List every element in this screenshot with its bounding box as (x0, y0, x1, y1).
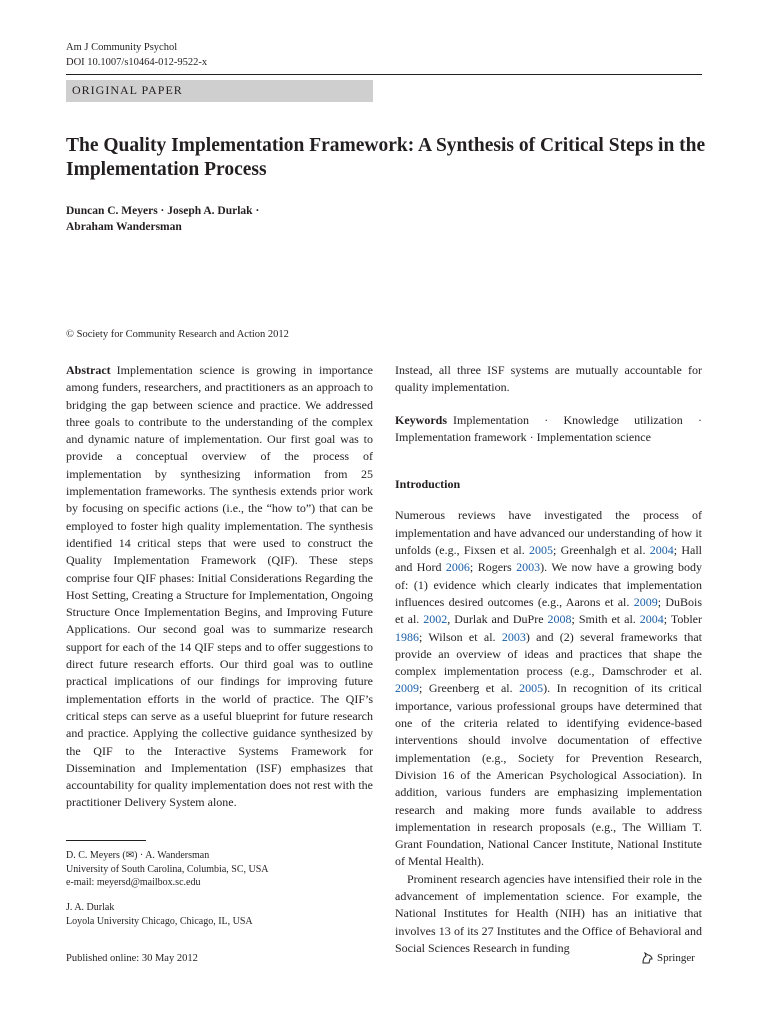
keywords-text: Implementation · Knowledge utilization · Implementation framework · Implementation science (395, 412, 702, 444)
header-rule (66, 74, 702, 75)
affiliation-1-email[interactable]: e-mail: meyersd@mailbox.sc.edu (66, 877, 201, 888)
publisher-name: Springer (657, 952, 695, 964)
introduction-text-run: Numerous reviews have investigated the process of implementation and have advanced our understanding of how it unfolds (e.g., Fixsen et al. (395, 508, 702, 558)
introduction-text-run: ). In recognition of its critical importance, various professional groups have determined that one of the criteria related to identifying evidence-based interventions should involve documentation of effective implementation (e.g., Society for Prevention Research, Division 16 of the American Psychological Association). In addition, various funders are emphasizing implementation research and making more funds available to address implementation in research proposals (e.g., The William T. Grant Foundation, National Cancer Institute, National Institute of Mental Health). (395, 681, 702, 869)
introduction-text-run: ; Wilson et al. (419, 629, 502, 644)
introduction-paragraph-1 (395, 507, 702, 870)
citation-link[interactable]: 2003 (516, 560, 541, 575)
introduction-paragraph-2: Prominent research agencies have intensified their role in the advancement of implementation science. For example, the National Institutes for Health (NIH) has an initiative that involves 13 of its 27 Institutes and the Office of Behavioral and Social Sciences Research in funding (395, 871, 702, 955)
footnote-rule (66, 840, 146, 841)
affiliation-2-author: J. A. Durlak (66, 902, 115, 913)
citation-link[interactable]: 2002 (423, 612, 448, 627)
citation-link[interactable]: 2008 (547, 612, 572, 627)
introduction-text-run: ; Greenberg et al. (419, 681, 520, 696)
abstract (66, 362, 373, 812)
author-list (66, 203, 259, 235)
introduction-text-run: ; Rogers (469, 560, 517, 575)
keywords-label: Keywords (395, 412, 447, 427)
introduction-text-run: , Durlak and DuPre (447, 612, 548, 627)
journal-header (66, 40, 207, 70)
abstract-label: Abstract (66, 363, 111, 377)
copyright-notice: © Society for Community Research and Action 2012 (66, 329, 289, 340)
paper-type-banner: ORIGINAL PAPER (66, 80, 373, 102)
citation-link[interactable]: 2004 (649, 543, 674, 558)
published-date: Published online: 30 May 2012 (66, 953, 198, 964)
introduction-text-run: ; Greenhalgh et al. (553, 543, 650, 558)
publisher-logo (640, 951, 695, 965)
citation-link[interactable]: 2004 (639, 612, 664, 627)
citation-link[interactable]: 2005 (529, 543, 553, 558)
introduction-text-run: ) and (2) several frameworks that provide an overview of ideas and practices that shape the complex implementation process (e.g., Damschroder et al. (395, 629, 702, 679)
introduction-text-run: ). We now have a growing body of: (1) evidence which clearly indicates that implementation influences desired outcomes (e.g., Aarons et al. (395, 560, 702, 609)
journal-name: Am J Community Psychol (66, 42, 178, 53)
introduction-text-run: ; DuBois et al. (395, 594, 702, 627)
affiliation-1-institution: University of South Carolina, Columbia, SC, USA (66, 863, 269, 875)
affiliation-2 (66, 901, 373, 928)
affiliation-1-authors: D. C. Meyers (✉) · A. Wandersman (66, 850, 210, 861)
citation-link[interactable]: 2006 (445, 560, 470, 575)
author-line-2: Abraham Wandersman (66, 221, 182, 233)
introduction-text-run: ; Hall and Hord (395, 543, 702, 575)
citation-link[interactable]: 1986 (395, 629, 419, 644)
affiliation-1 (66, 849, 373, 890)
doi[interactable]: DOI 10.1007/s10464-012-9522-x (66, 57, 208, 68)
author-line-1: Duncan C. Meyers · Joseph A. Durlak · (66, 205, 260, 217)
citation-link[interactable]: 2009 (633, 594, 658, 609)
citation-link[interactable]: 2003 (501, 629, 526, 644)
abstract-text: Implementation science is growing in importance among funders, researchers, and practitioners as an approach to bridging the gap between science and practice. We addressed three goals to contribute to the understanding of the complex and dynamic nature of implementation. Our first goal was to provide a conceptual overview of the process of implementation by synthesizing information from 25 implementation frameworks. The synthesis extends prior work by focusing on specific actions (i.e., the “how to”) that can be employed to foster high quality implementation. The synthesis identified 14 critical steps that were used to construct the Quality Implementation Framework (QIF). These steps comprise four QIF phases: Initial Considerations Regarding the Host Setting, Creating a Structure for Implementation, Ongoing Structure Once Implementation Begins, and Improving Future Applications. Our second goal was to summarize research support for each of the 14 QIF steps and to offer suggestions to direct future research efforts. Our third goal was to outline practical implications of our findings for improving future implementation efforts in the world of practice. The QIF’s critical steps can serve as a useful blueprint for future research and practice. Applying the collective guidance synthesized by the QIF to the Interactive Systems Framework for Dissemination and Implementation (ISF) emphasizes that accountability for quality implementation does not rest with the practitioner Delivery System alone. (66, 363, 373, 810)
springer-horse-icon (640, 951, 654, 965)
introduction-heading: Introduction (395, 477, 461, 492)
abstract-continuation: Instead, all three ISF systems are mutually accountable for quality implementation. (395, 363, 702, 395)
citation-link[interactable]: 2009 (395, 681, 419, 696)
right-column (395, 362, 702, 957)
citation-link[interactable]: 2005 (519, 681, 544, 696)
abstract-column (66, 362, 373, 812)
affiliation-2-institution: Loyola University Chicago, Chicago, IL, USA (66, 915, 253, 927)
introduction-text-run: ; Smith et al. (571, 612, 640, 627)
keywords (395, 412, 702, 447)
introduction-text-run: ; Tobler (663, 612, 703, 627)
paper-title: The Quality Implementation Framework: A Synthesis of Critical Steps in the Implementation Process (66, 135, 706, 180)
